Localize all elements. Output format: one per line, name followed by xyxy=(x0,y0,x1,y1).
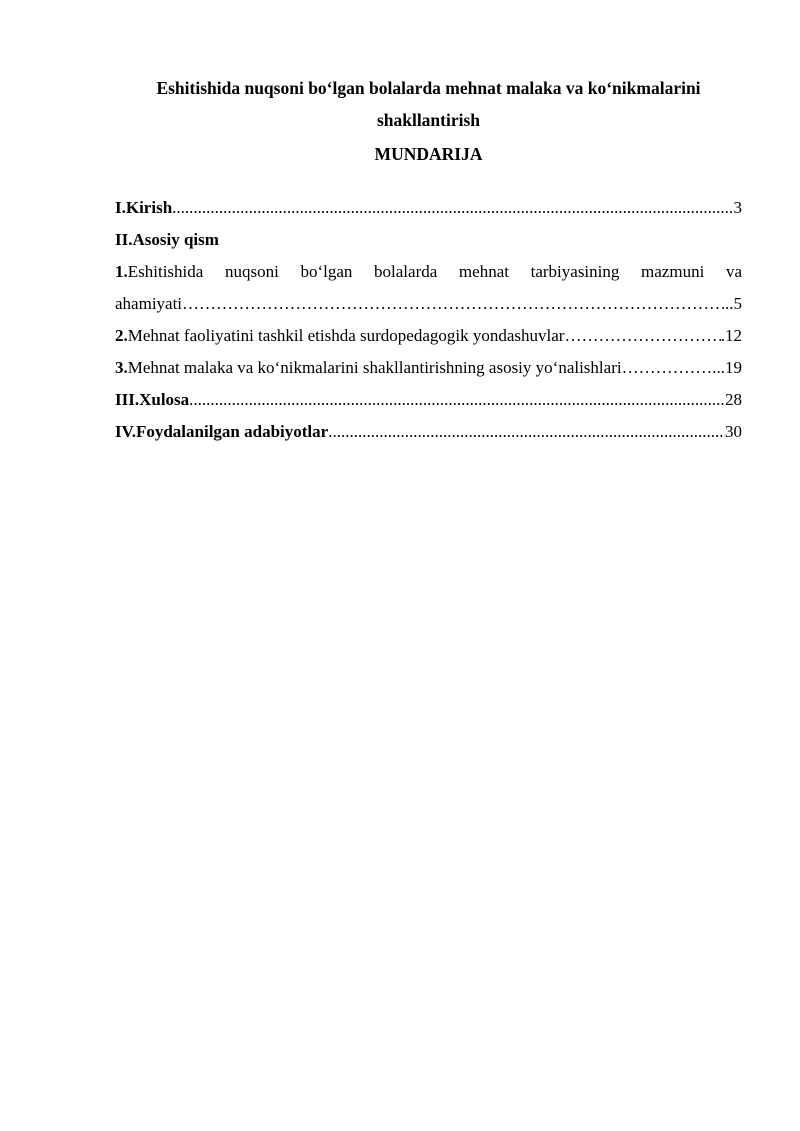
title-line-2: shakllantirish xyxy=(376,110,481,130)
toc-entry-item1-line2[interactable] xyxy=(115,288,742,320)
toc-heading: MUNDARIJA xyxy=(374,144,483,164)
toc-entry-item1-line1[interactable] xyxy=(115,256,742,288)
dot-leader xyxy=(328,416,725,448)
toc-page-number: ..5 xyxy=(725,294,742,313)
toc-entry-number: 3. xyxy=(115,358,128,377)
toc-page-number: .12 xyxy=(720,326,742,345)
dot-leader xyxy=(182,288,725,320)
toc-entry-intro[interactable] xyxy=(115,192,742,224)
title-line-1: Eshitishida nuqsoni bo‘lgan bolalarda mehnat malaka va ko‘nikmalarini xyxy=(156,78,701,98)
toc-page-number: 28 xyxy=(725,390,742,409)
dot-leader xyxy=(172,192,733,224)
table-of-contents xyxy=(115,192,742,448)
toc-entry-item2[interactable] xyxy=(115,320,742,352)
toc-entry-label: Mehnat faoliyatini tashkil etishda surdopedagogik yondashuvlar xyxy=(127,326,565,345)
toc-entry-label: Eshitishida nuqsoni bo‘lgan bolalarda mehnat tarbiyasining mazmuni va xyxy=(127,262,742,281)
dot-leader xyxy=(622,352,713,384)
toc-page-number: 30 xyxy=(725,422,742,441)
toc-entry-label: IV.Foydalanilgan adabiyotlar xyxy=(115,422,329,441)
toc-entry-label: Mehnat malaka va ko‘nikmalarini shakllantirishning asosiy yo‘nalishlari xyxy=(127,358,622,377)
toc-entry-main-part[interactable] xyxy=(115,224,742,256)
toc-entry-conclusion[interactable] xyxy=(115,384,742,416)
dot-leader xyxy=(564,320,720,352)
toc-page-number: 3 xyxy=(733,198,742,217)
toc-entry-item3[interactable] xyxy=(115,352,742,384)
toc-entry-label: II.Asosiy qism xyxy=(115,230,219,249)
toc-page-number: ...19 xyxy=(712,358,742,377)
toc-entry-label: III.Xulosa xyxy=(115,390,190,409)
toc-entry-number: 1. xyxy=(115,262,128,281)
toc-entry-number: 2. xyxy=(115,326,128,345)
toc-entry-references[interactable] xyxy=(115,416,742,448)
toc-entry-label-continued: ahamiyati xyxy=(115,294,183,313)
dot-leader xyxy=(189,384,725,416)
document-title xyxy=(115,72,742,136)
toc-entry-label: I.Kirish xyxy=(115,198,173,217)
